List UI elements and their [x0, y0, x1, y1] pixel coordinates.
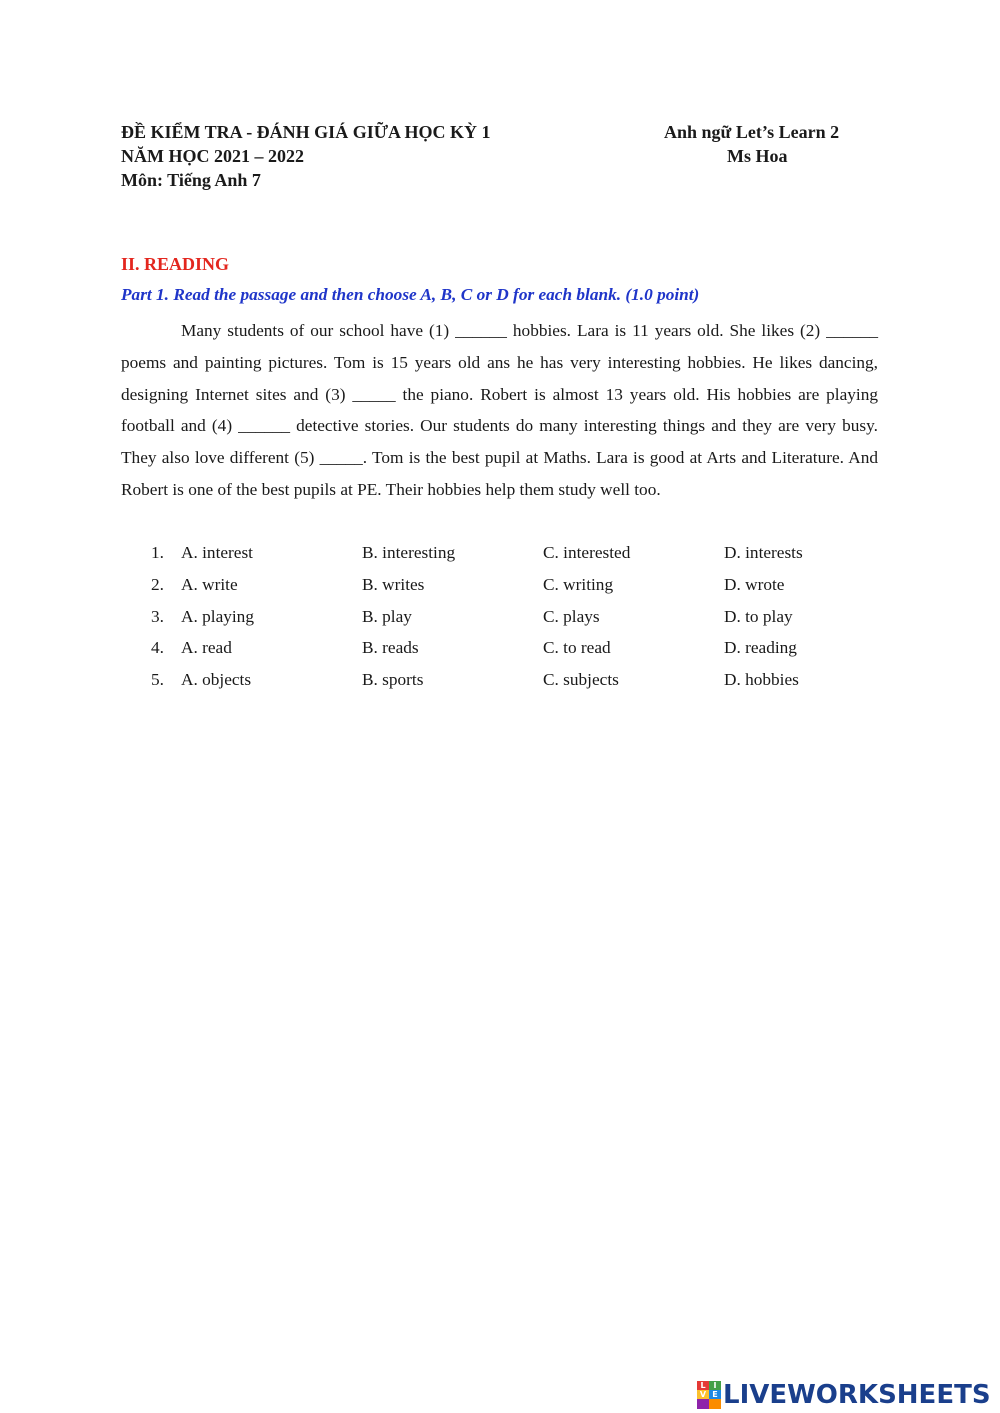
question-row: [121, 664, 881, 696]
option-b[interactable]: B. sports: [362, 670, 424, 690]
question-number: 1.: [151, 543, 164, 562]
option-b[interactable]: B. writes: [362, 574, 425, 594]
option-c[interactable]: C. interested: [543, 543, 631, 562]
question-row: [121, 601, 881, 633]
option-a[interactable]: A. interest: [181, 543, 253, 562]
exam-title: ĐỀ KIỂM TRA - ĐÁNH GIÁ GIỮA HỌC KỲ 1: [121, 122, 491, 142]
option-d[interactable]: D. hobbies: [724, 670, 799, 690]
question-row: [121, 569, 881, 601]
question-number: 3.: [151, 606, 164, 626]
center-name: Anh ngữ Let’s Learn 2: [664, 122, 840, 142]
question-row: [121, 537, 881, 569]
option-d[interactable]: D. reading: [724, 638, 797, 658]
option-b[interactable]: B. play: [362, 606, 412, 626]
option-c[interactable]: C. subjects: [543, 670, 619, 690]
option-d[interactable]: D. interests: [724, 543, 803, 562]
question-row: [121, 632, 881, 664]
logo-text: LIVEWORKSHEETS: [723, 1380, 991, 1410]
subject: Môn: Tiếng Anh 7: [121, 170, 261, 190]
school-year: NĂM HỌC 2021 – 2022: [121, 146, 304, 166]
question-number: 2.: [151, 574, 164, 594]
reading-passage: Many students of our school have (1) ______ hobbies. Lara is 11 years old. She likes (2) ______ poems and painting pictures. Tom is 15 years old ans he has very interesting hobbies. He likes dancing, designing Internet sites and (3) _____ the piano. Robert is almost 13 years old. His hobbies are playing football and (4) ______ detective stories. Our students do many interesting things and they are very busy. They also love different (5) _____. Tom is the best pupil at Maths. Lara is good at Arts and Literature. And Robert is one of the best pupils at PE. Their hobbies help them study well too.: [121, 321, 878, 499]
option-d[interactable]: D. wrote: [724, 574, 785, 594]
question-number: 4.: [151, 638, 164, 658]
option-c[interactable]: C. to read: [543, 638, 611, 658]
section-title: II. READING: [121, 254, 230, 274]
part-title: Part 1. Read the passage and then choose A, B, C or D for each blank. (1.0 point): [121, 285, 700, 304]
option-c[interactable]: C. plays: [543, 606, 600, 626]
option-a[interactable]: A. read: [181, 638, 232, 658]
question-list: [121, 537, 881, 696]
option-d[interactable]: D. to play: [724, 606, 793, 626]
option-c[interactable]: C. writing: [543, 574, 614, 594]
liveworksheets-logo: [697, 1378, 991, 1412]
teacher-name: Ms Hoa: [727, 146, 788, 166]
center-header: [664, 120, 839, 168]
exam-header: [121, 120, 491, 192]
logo-mark-icon: L I V E: [697, 1381, 721, 1409]
question-number: 5.: [151, 670, 164, 690]
option-a[interactable]: A. write: [181, 574, 238, 594]
option-a[interactable]: A. playing: [181, 606, 254, 626]
option-b[interactable]: B. reads: [362, 638, 419, 658]
option-a[interactable]: A. objects: [181, 670, 252, 690]
option-b[interactable]: B. interesting: [362, 543, 456, 562]
